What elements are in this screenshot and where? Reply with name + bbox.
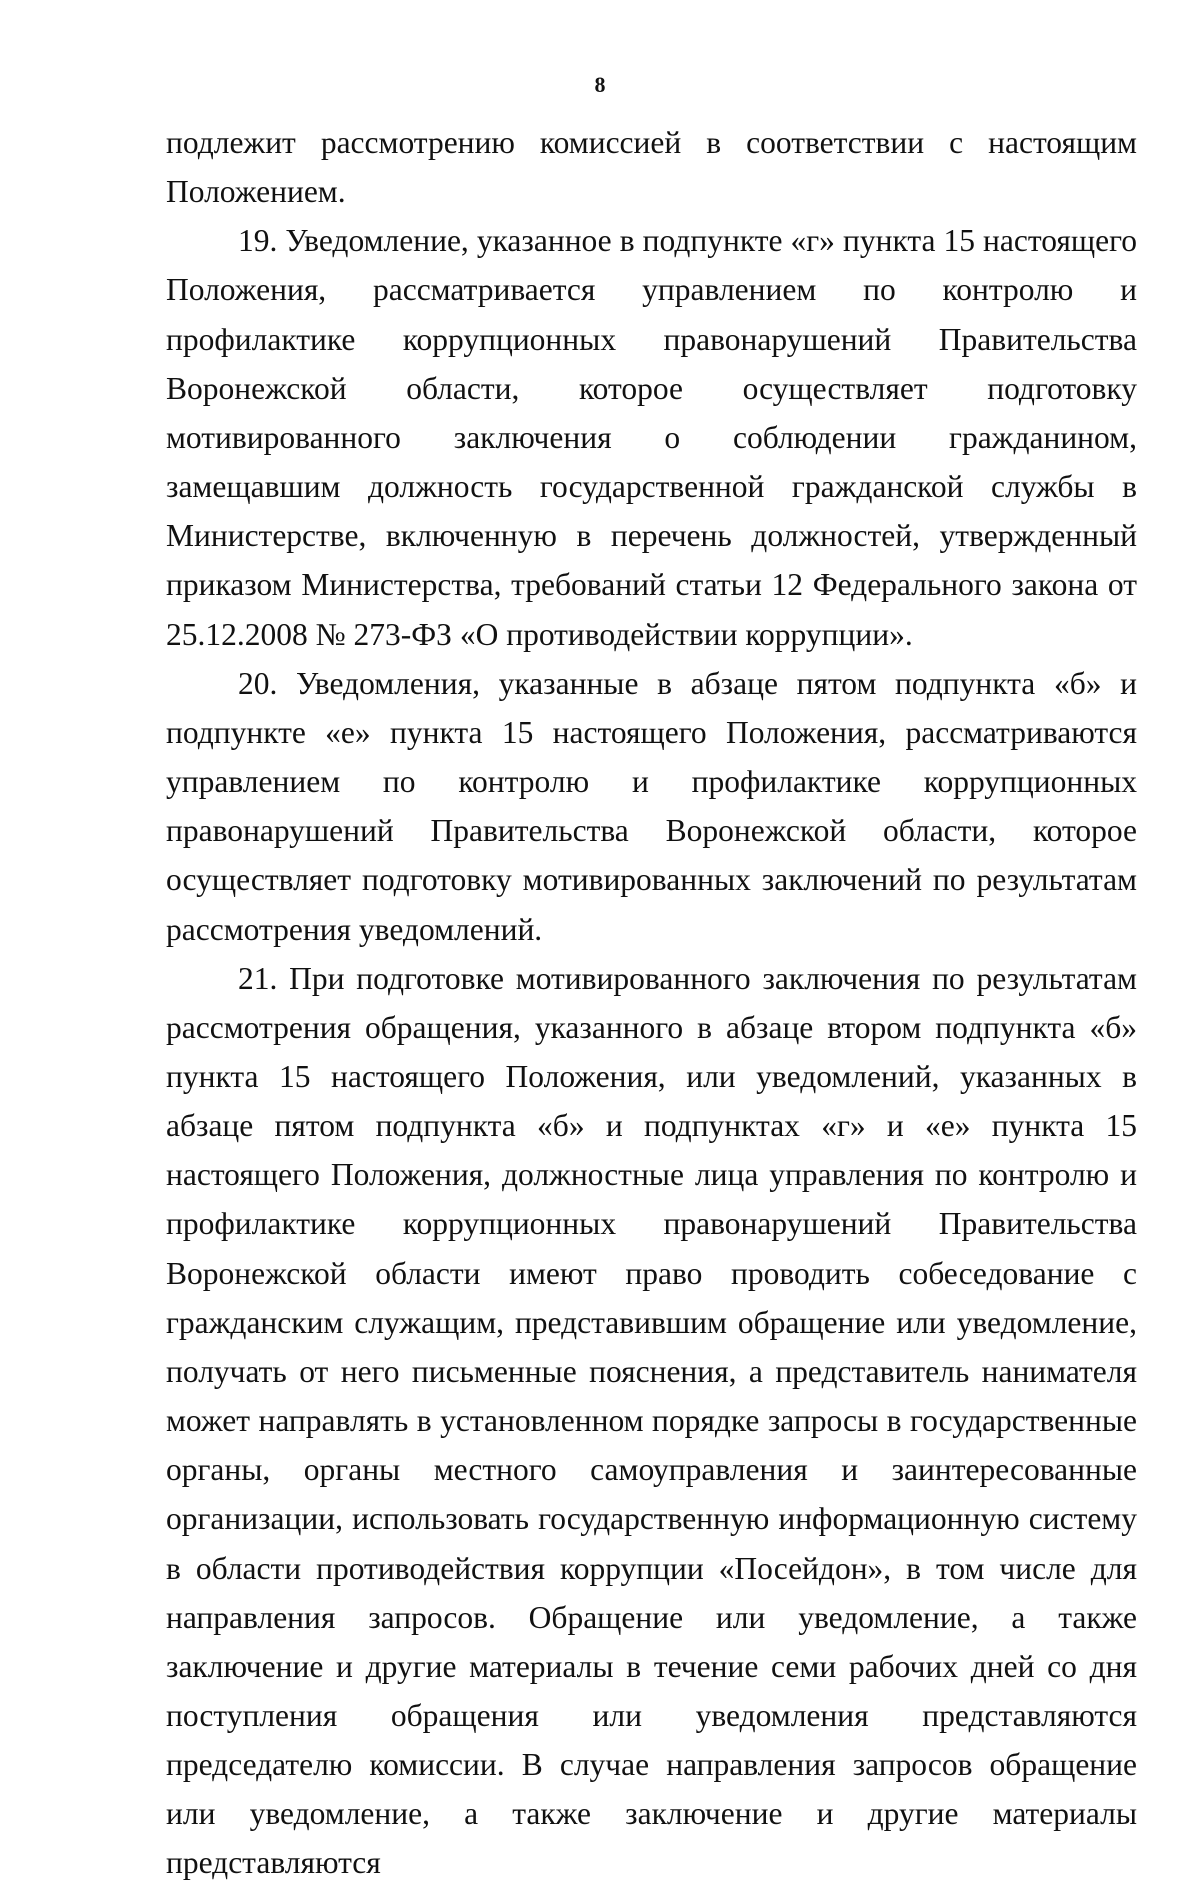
- paragraph-19: 19. Уведомление, указанное в подпункте «г» пункта 15 настоящего Положения, рассматривается управлением по контролю и профилактике коррупционных правонарушений Правительства Воронежской области, которое осуществляет подготовку мотивированного заключения о соблюдении гражданином, замещавшим должность государственной гражданской службы в Министерстве, включенную в перечень должностей, утвержденный приказом Министерства, требований статьи 12 Федерального закона от 25.12.2008 № 273-ФЗ «О противодействии коррупции».: [166, 223, 1137, 652]
- paragraph-continuation: подлежит рассмотрению комиссией в соответствии с настоящим Положением.: [166, 125, 1137, 210]
- paragraph-20: 20. Уведомления, указанные в абзаце пятом подпункта «б» и подпункте «е» пункта 15 настоящего Положения, рассматриваются управлением по контролю и профилактике коррупционных правонарушений Правительства Воронежской области, которое осуществляет подготовку мотивированных заключений по результатам рассмотрения уведомлений.: [166, 665, 1137, 947]
- paragraph-21: 21. При подготовке мотивированного заключения по результатам рассмотрения обращения, указанного в абзаце втором подпункта «б» пункта 15 настоящего Положения, или уведомлений, указанных в абзаце пятом подпункта «б» и подпунктах «г» и «е» пункта 15 настоящего Положения, должностные лица управления по контролю и профилактике коррупционных правонарушений Правительства Воронежской области имеют право проводить собеседование с гражданским служащим, представившим обращение или уведомление, получать от него письменные пояснения, а представитель нанимателя может направлять в установленном порядке запросы в государственные органы, органы местного самоуправления и заинтересованные организации, использовать государственную информационную систему в области противодействия коррупции «Посейдон», в том числе для направления запросов. Обращение или уведомление, а также заключение и другие материалы в течение семи рабочих дней со дня поступления обращения или уведомления представляются председателю комиссии. В случае направления запросов обращение или уведомление, а также заключение и другие материалы представляются: [166, 960, 1137, 1881]
- page-number: 8: [594, 72, 606, 97]
- document-body: [166, 118, 1137, 1888]
